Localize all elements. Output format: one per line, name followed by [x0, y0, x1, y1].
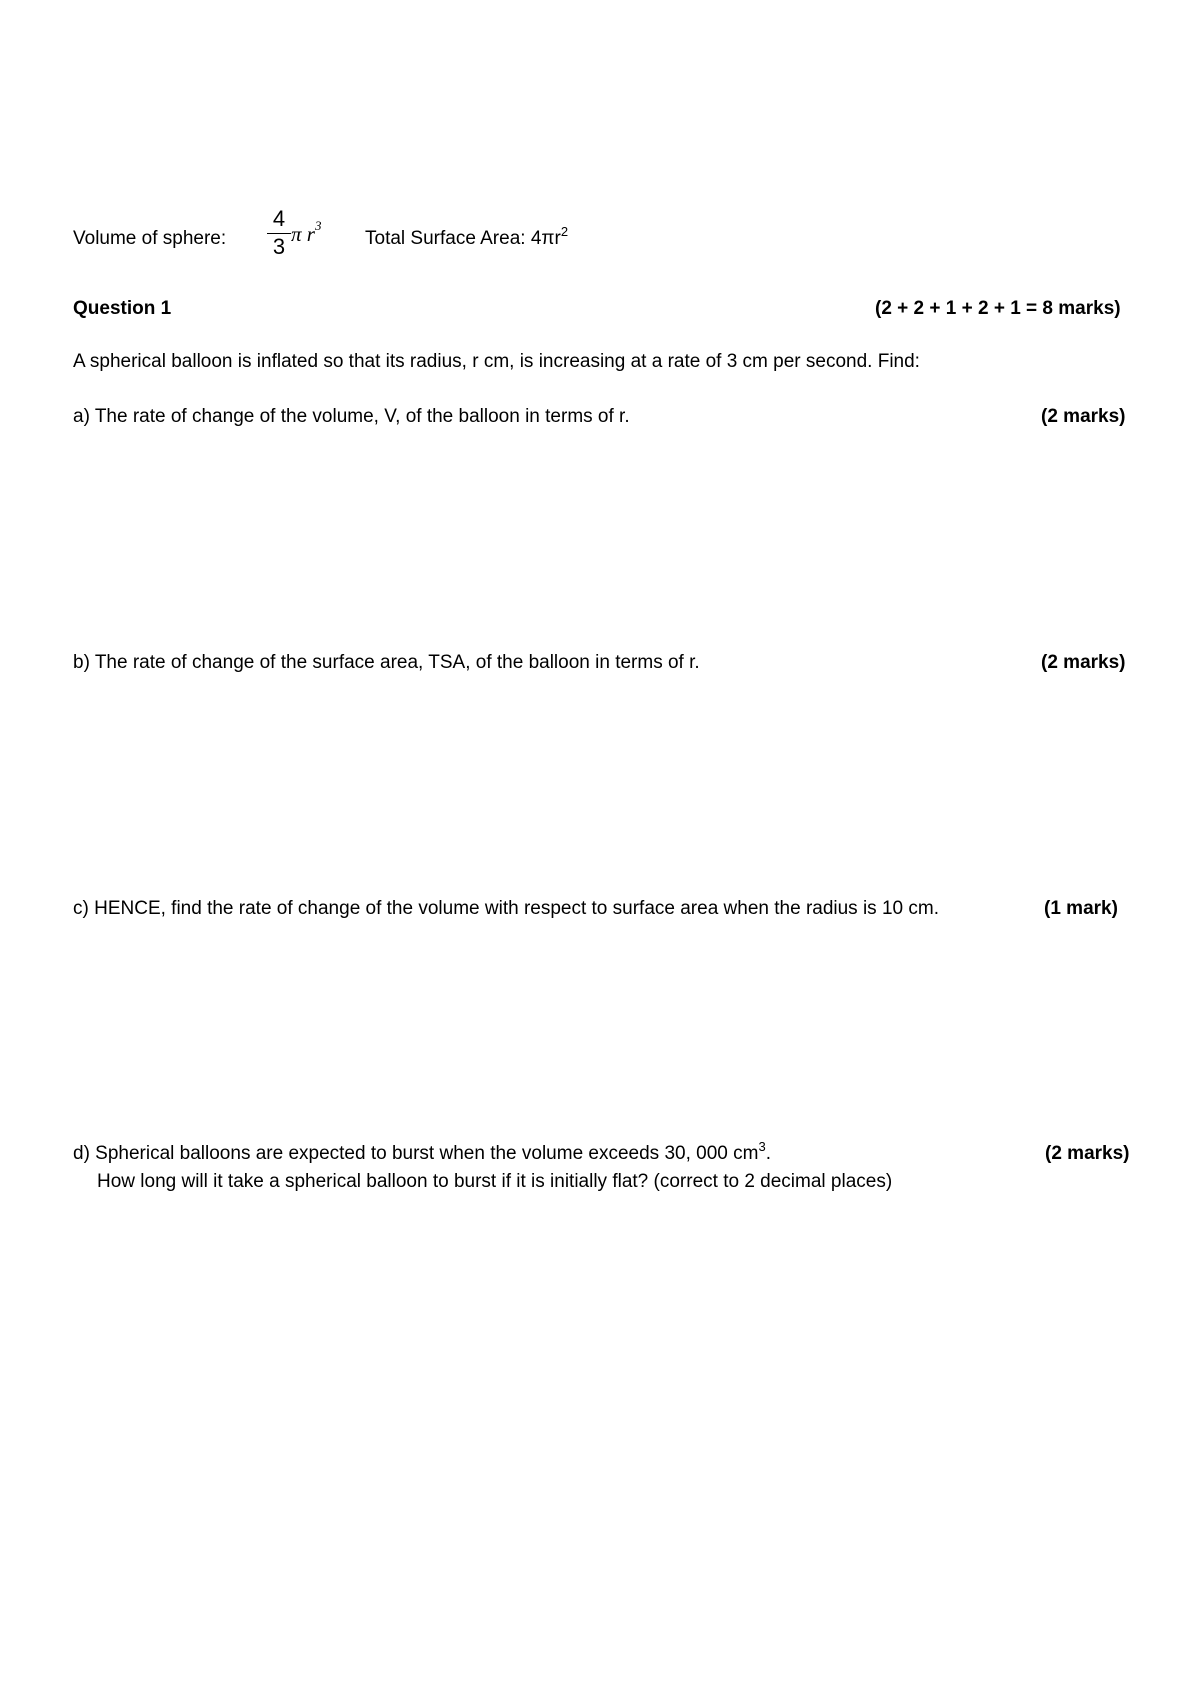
tsa-label: Total Surface Area: 4πr — [365, 228, 561, 249]
question-total-marks: (2 + 2 + 1 + 2 + 1 = 8 marks) — [875, 298, 1121, 319]
pi-symbol: π — [291, 222, 302, 246]
part-b-marks: (2 marks) — [1041, 652, 1126, 673]
part-d-text — [73, 1139, 771, 1165]
radius-symbol: r — [306, 222, 315, 246]
part-a-marks: (2 marks) — [1041, 406, 1126, 427]
part-c-text: c) HENCE, find the rate of change of the volume with respect to surface area when the radius is 10 cm. — [73, 898, 939, 919]
fraction-numerator: 4 — [272, 206, 286, 231]
part-d-period: . — [765, 1143, 771, 1164]
part-c-marks: (1 mark) — [1044, 898, 1118, 919]
volume-fraction — [267, 208, 291, 260]
part-d-exponent: 3 — [758, 1139, 766, 1154]
volume-label: Volume of sphere: — [73, 228, 227, 249]
part-d-marks: (2 marks) — [1045, 1143, 1130, 1164]
question-title: Question 1 — [73, 298, 172, 319]
part-d-line2: How long will it take a spherical balloon to burst if it is initially flat? (correct to 2 decimal places) — [97, 1171, 893, 1192]
volume-pi-r — [291, 218, 322, 247]
fraction-denominator: 3 — [272, 234, 286, 259]
part-d-line1: d) Spherical balloons are expected to burst when the volume exceeds 30, 000 cm — [73, 1143, 759, 1164]
tsa-formula — [365, 224, 569, 250]
question-intro: A spherical balloon is inflated so that its radius, r cm, is increasing at a rate of 3 cm per second. Find: — [73, 351, 920, 372]
volume-exponent: 3 — [314, 218, 322, 233]
tsa-exponent: 2 — [560, 224, 569, 239]
part-b-text: b) The rate of change of the surface area, TSA, of the balloon in terms of r. — [73, 652, 700, 673]
part-a-text: a) The rate of change of the volume, V, of the balloon in terms of r. — [73, 406, 630, 427]
